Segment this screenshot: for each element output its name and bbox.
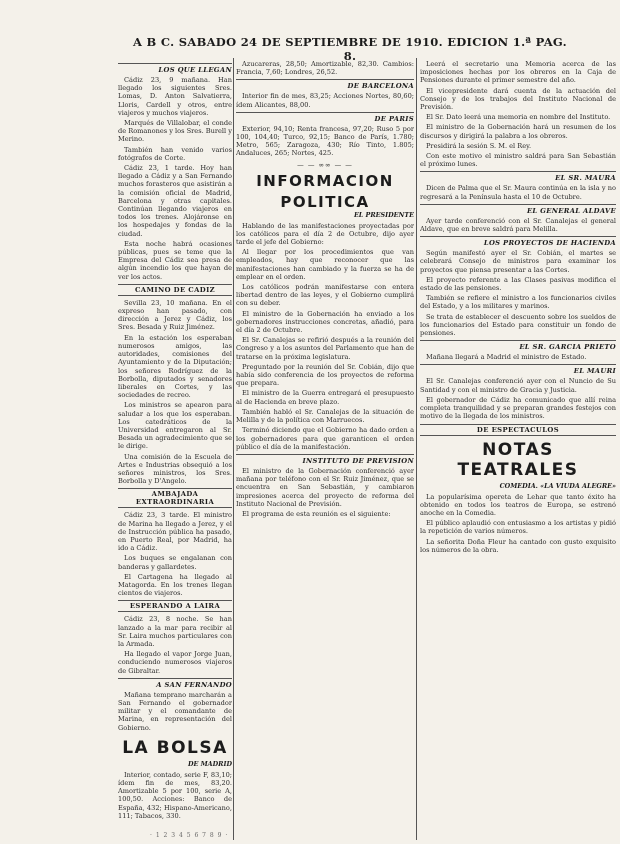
paragraph: En la estación los esperaban numerosos amigos, las autoridades, comisiones del Ayuntamiento y de la Diputación; los señores Rodríguez de la Borbolla, diputados y senadores liberales en Cortes, y las sociedades de recreo.: [118, 333, 232, 400]
paragraph: El gobernador de Cádiz ha comunicado que allí reina completa tranquilidad y se preparan grandes festejos con motivo de la llegada de los ministros.: [420, 395, 616, 421]
section-heading: DE BARCELONA: [236, 79, 414, 90]
ornament-divider: — — ∞∞ — —: [297, 160, 353, 169]
paragraph: Ayer tarde conferenció con el Sr. Canalejas el general Aldave, que en breve saldrá para Melilla.: [420, 216, 616, 234]
paragraph: Interior, contado, serie F, 83,10; ídem fin de mes, 83,20. Amortizable 5 por 100, serie A, 100,50. Acciones: Banco de España, 432; Hispano-Americano, 111; Tabacos, 330.: [118, 770, 232, 820]
section-heading: DE PARIS: [236, 112, 414, 123]
notas-headline: NOTAS TEATRALES: [457, 439, 579, 480]
paragraph: Cádiz 23, 1 tarde. Hoy han llegado a Cádiz y a San Fernando muchos forasteros que asistirán a la comisión oficial de Madrid, Barcelona y otras capitales. Continúan llegando viajeros en todos los trenes. Alojáronse en los hospedajes y fondas de la ciudad.: [118, 164, 232, 238]
paragraph: La popularísima opereta de Lehar que tanto éxito ha obtenido en todos los teatros de Europa, se estrenó anoche en la Comedia.: [420, 492, 616, 517]
notas-subheading: COMEDIA. «LA VIUDA ALEGRE»: [499, 481, 616, 490]
paragraph: Leerá el secretario una Memoria acerca de las imposiciones hechas por los obreros en la Caja de Pensiones durante el primer semestre del año.: [420, 60, 616, 85]
paragraph: Ha llegado el vapor Jorge Juan, conduciendo numerosos viajeros de Gibraltar.: [118, 650, 232, 675]
section-heading: LOS QUE LLEGAN: [118, 63, 232, 74]
paragraph: Una comisión de la Escuela de Artes e Industrias obsequió a los señores ministros, los Sres. Borbolla y D'Angelo.: [118, 452, 232, 486]
paragraph: Dicen de Palma que el Sr. Maura continúa en la isla y no regresará a la Península hasta el 10 de Octubre.: [420, 184, 616, 201]
paragraph: El proyecto referente a las Clases pasivas modifica el estado de las pensiones.: [420, 275, 616, 293]
paragraph: Interior fin de mes, 83,25; Acciones Nortes, 80,60; ídem Alicantes, 88,00.: [236, 92, 414, 109]
paragraph: Mañana llegará a Madrid el ministro de Estado.: [426, 353, 587, 362]
paragraph: Exterior, 94,10; Renta francesa, 97,20; Ruso 5 por 100, 104,40; Turco, 92,15; Banco de París, 1.780; Metro, 565; Zaragoza, 430; Río Tinto, 1.805; Andaluces, 265; Nortes, 425.: [236, 124, 414, 158]
column-3: [420, 60, 616, 840]
paragraph: Hablando de las manifestaciones proyectadas por los católicos para el día 2 de Octubre, dijo ayer tarde el jefe del Gobierno:: [236, 221, 414, 247]
section-heading: EL SR. GARCIA PRIETO: [420, 340, 616, 351]
page-header: A B C. SABADO 24 DE SEPTIEMBRE DE 1910. EDICION 1.ª PAG. 8.: [133, 35, 567, 63]
section-heading: EL MAURI: [420, 364, 616, 375]
paragraph: El público aplaudió con entusiasmo a los artistas y pidió la repetición de varios números.: [420, 519, 616, 536]
paragraph: Marqués de Villalobar, el conde de Romanones y los Sres. Burell y Merino.: [118, 119, 232, 144]
paragraph: El ministro de la Gobernación hará un resumen de los discursos y dirigirá la palabra a los obreros.: [420, 123, 616, 140]
paragraph: Cádiz 23, 9 mañana. Han llegado los siguientes Sres. Lomas, D. Anton Salvatierra, Lloris, Cardell y otros, entre viajeros y muchos viajeros.: [118, 76, 232, 117]
paragraph: También han venido varios fotógrafos de Corte.: [118, 145, 232, 162]
paragraph: Cádiz 23, 8 noche. Se han lanzado a la mar para recibir al Sr. Laira muchos particulares con la Armada.: [118, 615, 232, 648]
section-heading: EL GENERAL ALDAVE: [420, 204, 616, 215]
section-heading: LOS PROYECTOS DE HACIENDA: [420, 236, 616, 247]
column-2: [236, 60, 414, 840]
bolsa-headline: LA BOLSA: [122, 737, 228, 758]
paragraph: Preguntado por la reunión del Sr. Cobián, dijo que había sido conferencia de los proyectos de reforma que prepara.: [236, 362, 414, 388]
paragraph: El Sr. Canalejas se refirió después a la reunión del Congreso y a los asuntos del Parlamento que han de tratarse en la próxima legislatura.: [236, 336, 414, 361]
paragraph: El Sr. Dato leerá una memoria en nombre del Instituto.: [426, 113, 611, 122]
paragraph: Cádiz 23, 3 tarde. El ministro de Marina ha llegado a Jerez, y el de Instrucción pública ha pasado, en Puerto Real, por Madrid, ha ido a Cádiz.: [118, 511, 232, 553]
section-heading: CAMINO DE CADIZ: [118, 284, 232, 296]
paragraph: Los católicos podrán manifestarse con entera libertad dentro de las leyes, y el Gobierno cumplirá con su deber.: [236, 283, 414, 308]
paragraph: Sevilla 23, 10 mañana. En el expreso han pasado, con dirección a Jerez y Cádiz, los Sres. Besada y Ruiz Jiménez.: [118, 298, 232, 332]
info-subheading: EL PRESIDENTE: [353, 210, 414, 219]
paragraph: El ministro de la Guerra entregará el presupuesto al de Hacienda en breve plazo.: [236, 389, 414, 406]
paragraph: El Cartagena ha llegado al Matagorda. En los trenes llegan cientos de viajeros.: [118, 572, 232, 598]
paragraph: Se trata de establecer el descuento sobre los sueldos de los funcionarios del Estado para constituir un fondo de pensiones.: [420, 312, 616, 338]
section-heading: EL SR. MAURA: [420, 171, 616, 182]
section-heading: INSTITUTO DE PREVISION: [236, 454, 414, 465]
paragraph: También se refiere el ministro a los funcionarios civiles del Estado, y a los militares y marinos.: [420, 294, 616, 311]
column-1: [118, 60, 232, 840]
paragraph: Presidirá la sesión S. M. el Rey.: [426, 141, 532, 150]
page-footer-marks: · 1 2 3 4 5 6 7 8 9 ·: [150, 832, 229, 839]
paragraph: Al llegar por los procedimientos que van empleados, hay que reconocer que las manifestaciones han cambiado y la fuerza se ha de emplear en el orden.: [236, 248, 414, 281]
paragraph: Mañana temprano marcharán a San Fernando el gobernador militar y el comandante de Marina, en representación del Gobierno.: [118, 690, 232, 732]
section-heading: DE ESPECTACULOS: [420, 424, 616, 436]
paragraph: También habló el Sr. Canalejas de la situación de Melilla y de la política con Marruecos.: [236, 407, 414, 425]
paragraph: Según manifestó ayer el Sr. Cobián, el martes se celebrará Consejo de ministros para examinar los proyectos que piensa presentar a las Cortes.: [420, 249, 616, 274]
paragraph: Azucareras, 28,50; Amortizable, 82,30. Cambios: Francia, 7,60; Londres, 26,52.: [236, 60, 414, 77]
section-heading: A SAN FERNANDO: [118, 678, 232, 689]
paragraph: Con este motivo el ministro saldrá para San Sebastián el próximo lunes.: [420, 152, 616, 169]
column-rule: [233, 58, 234, 840]
section-heading: ESPERANDO A LAIRA: [118, 600, 232, 612]
paragraph: Esta noche habrá ocasiones públicas, pues se teme que la Empresa del Cádiz sea presa de algún incendio los que hayan de ver los actos.: [118, 239, 232, 281]
politica-headline: POLITICA: [280, 192, 370, 211]
section-heading: AMBAJADA EXTRAORDINARIA: [118, 488, 232, 508]
column-rule: [416, 58, 417, 840]
paragraph: Terminó diciendo que el Gobierno ha dado orden a los gobernadores para que garanticen el orden público el día de la manifestación.: [236, 426, 414, 451]
info-headline: INFORMACION: [256, 171, 394, 190]
paragraph: El Sr. Canalejas conferenció ayer con el Nuncio de Su Santidad y con el ministro de Gracia y Justicia.: [420, 377, 616, 394]
paragraph: El ministro de la Gobernación ha enviado a los gobernadores instrucciones concretas, añadió, para el día 2 de Octubre.: [236, 309, 414, 335]
paragraph: El ministro de la Gobernación conferenció ayer mañana por teléfono con el Sr. Ruiz Jiménez, que se encuentra en San Sebastián, y cambiaron impresiones acerca del proyecto de reforma del Instituto Nacional de Previsión.: [236, 466, 414, 508]
paragraph: La señorita Doña Fleur ha cantado con gusto exquisito los números de la obra.: [420, 537, 616, 554]
paragraph: Los ministros se apearon para saludar a los que los esperaban. Los catedráticos de la Universidad entregaron al Sr. Besada un agradecimiento que se le dirige.: [118, 401, 232, 451]
paragraph: Los buques se engalanan con banderas y gallardetes.: [118, 554, 232, 571]
bolsa-subheading: DE MADRID: [187, 759, 232, 768]
paragraph: El programa de esta reunión es el siguiente:: [242, 509, 391, 518]
paragraph: El vicepresidente dará cuenta de la actuación del Consejo y de los trabajos del Instituto Nacional de Previsión.: [420, 86, 616, 112]
